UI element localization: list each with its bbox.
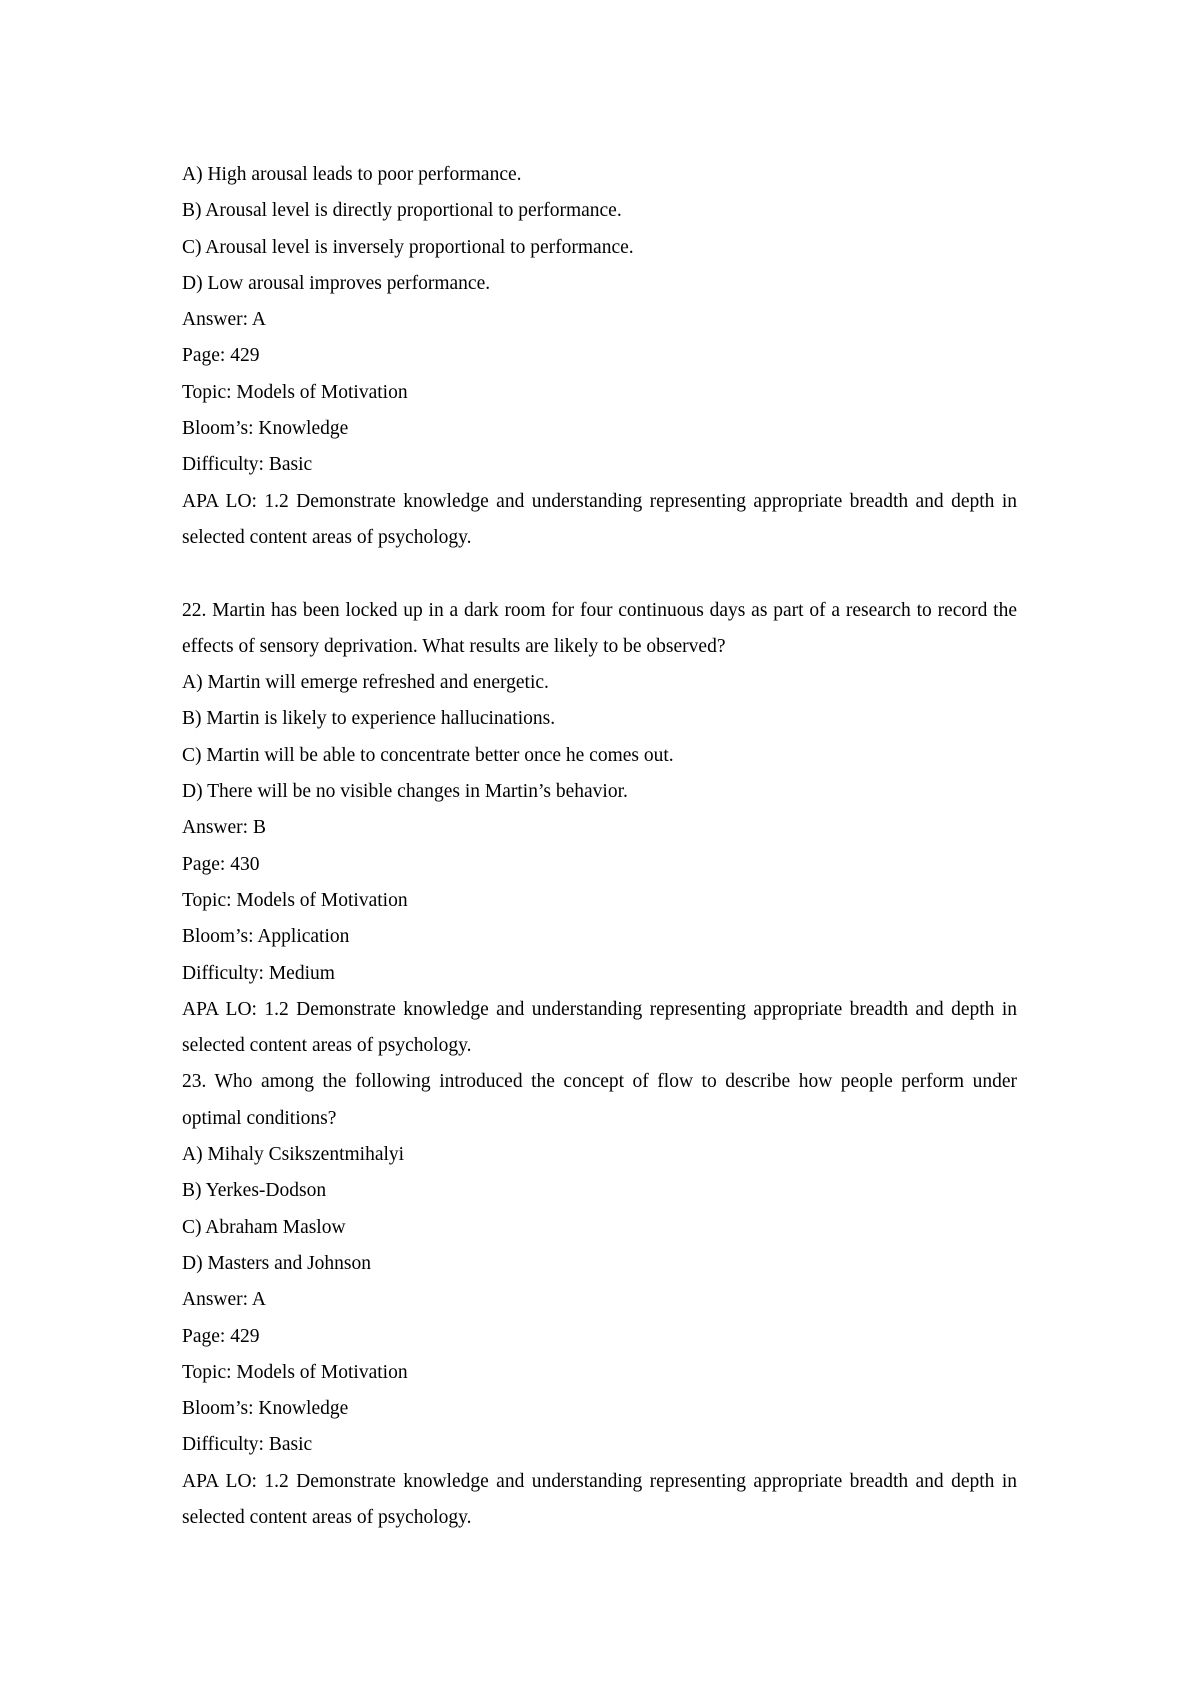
question-22-block [182, 593, 1017, 1065]
q22-option-a: A) Martin will emerge refreshed and energetic. [182, 672, 549, 694]
q21-option-d: D) Low arousal improves performance. [182, 272, 491, 294]
q21-apa-lo: APA LO: 1.2 Demonstrate knowledge and understanding representing appropriate breadth and depth in selected content areas of psychology. [182, 490, 1017, 548]
q23-option-b: B) Yerkes-Dodson [182, 1180, 327, 1202]
q23-blooms: Bloom’s: Knowledge [182, 1398, 349, 1420]
q22-option-d: D) There will be no visible changes in Martin’s behavior. [182, 781, 628, 803]
q22-blooms: Bloom’s: Application [182, 926, 350, 948]
q21-page: Page: 429 [182, 345, 260, 367]
q22-option-c: C) Martin will be able to concentrate better once he comes out. [182, 744, 674, 766]
question-23-block [182, 1064, 1017, 1536]
q23-page: Page: 429 [182, 1325, 260, 1347]
q21-difficulty: Difficulty: Basic [182, 454, 313, 476]
q21-option-b: B) Arousal level is directly proportional to performance. [182, 200, 622, 222]
q21-answer: Answer: A [182, 309, 266, 331]
q22-topic: Topic: Models of Motivation [182, 889, 408, 911]
q23-topic: Topic: Models of Motivation [182, 1361, 408, 1383]
q22-answer: Answer: B [182, 817, 266, 839]
q23-question: 23. Who among the following introduced the concept of flow to describe how people perform under optimal conditions? [182, 1071, 1017, 1129]
q23-apa-lo: APA LO: 1.2 Demonstrate knowledge and understanding representing appropriate breadth and depth in selected content areas of psychology. [182, 1470, 1017, 1528]
q23-option-d: D) Masters and Johnson [182, 1252, 372, 1274]
q22-difficulty: Difficulty: Medium [182, 962, 335, 984]
q22-option-b: B) Martin is likely to experience hallucinations. [182, 708, 556, 730]
q21-option-a: A) High arousal leads to poor performance. [182, 164, 522, 185]
q22-question: 22. Martin has been locked up in a dark room for four continuous days as part of a research to record the effects of sensory deprivation. What results are likely to be observed? [182, 599, 1017, 657]
q23-option-c: C) Abraham Maslow [182, 1216, 346, 1238]
q21-blooms: Bloom’s: Knowledge [182, 418, 349, 440]
q23-difficulty: Difficulty: Basic [182, 1434, 313, 1456]
q22-apa-lo: APA LO: 1.2 Demonstrate knowledge and understanding representing appropriate breadth and depth in selected content areas of psychology. [182, 998, 1017, 1057]
q21-option-c: C) Arousal level is inversely proportional to performance. [182, 236, 634, 258]
q21-topic: Topic: Models of Motivation [182, 381, 408, 403]
blank-line [182, 556, 1017, 592]
page-content [182, 157, 1017, 1536]
q23-answer: Answer: A [182, 1289, 266, 1311]
q23-option-a: A) Mihaly Csikszentmihalyi [182, 1144, 405, 1166]
question-21-block [182, 157, 1017, 556]
q22-page: Page: 430 [182, 853, 260, 875]
